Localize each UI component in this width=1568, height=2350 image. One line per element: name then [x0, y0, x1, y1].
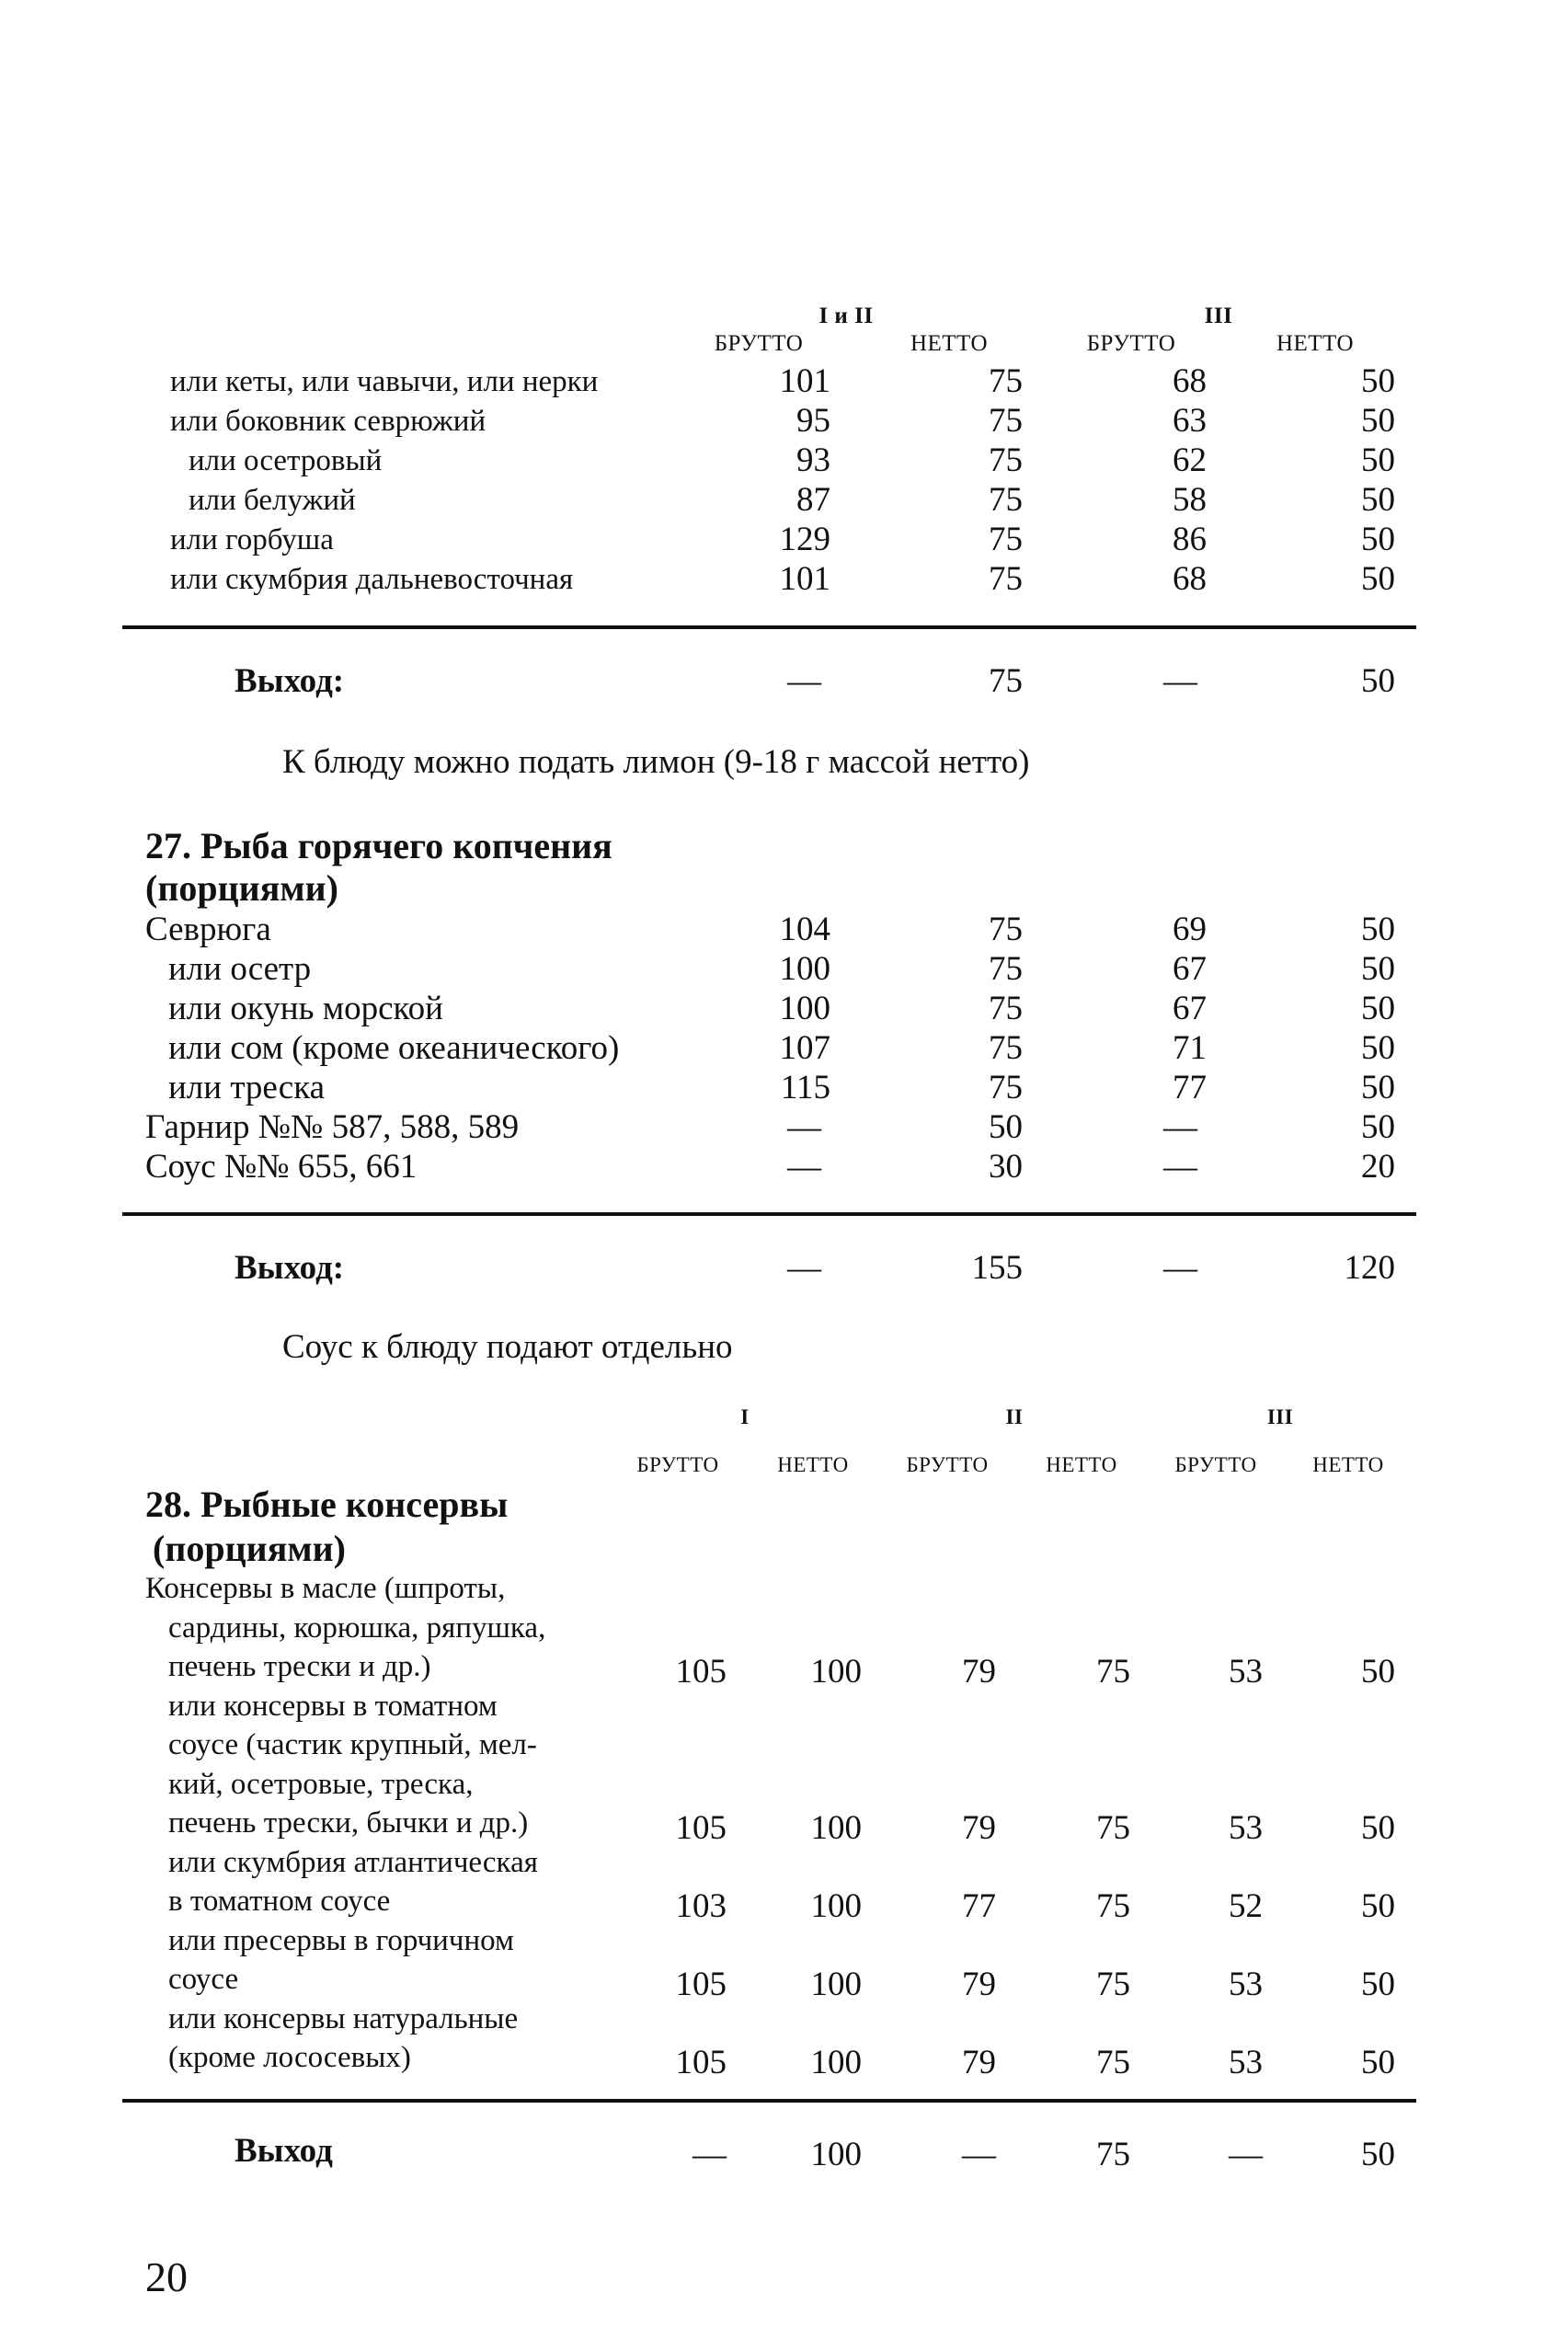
value-cell: 105 [675, 1809, 727, 1847]
value-cell: — [787, 1108, 821, 1146]
col-header-netto: НЕТТО [1276, 331, 1355, 356]
value-cell: 100 [810, 1887, 862, 1925]
col-header-netto: НЕТТО [1312, 1453, 1384, 1476]
group-header-iii: III [1266, 1405, 1294, 1428]
value-cell: 50 [1361, 481, 1395, 519]
col-header-brutto: БРУТТО [714, 331, 804, 356]
value-cell: 75 [1096, 1653, 1130, 1691]
ingredient-name: или скумбрия атлантическая [168, 1845, 538, 1879]
ingredient-name: в томатном соусе [168, 1885, 391, 1918]
ingredient-name: или скумбрия дальневосточная [170, 563, 574, 596]
col-header-brutto: БРУТТО [636, 1453, 719, 1476]
value-cell: — [1163, 1148, 1197, 1186]
value-cell: 75 [989, 1069, 1023, 1106]
value-cell: 75 [989, 1029, 1023, 1067]
ingredient-name: или боковник севрюжий [170, 405, 486, 438]
value-cell: 75 [989, 911, 1023, 948]
output-value: 75 [989, 662, 1023, 700]
value-cell: 50 [1361, 441, 1395, 479]
value-cell: 77 [1173, 1069, 1207, 1106]
ingredient-name: или белужий [189, 484, 356, 517]
ingredient-name: или окунь морской [168, 990, 443, 1027]
ingredient-name: Гарнир №№ 587, 588, 589 [145, 1108, 520, 1146]
value-cell: 50 [1361, 1653, 1395, 1691]
value-cell: 20 [1361, 1148, 1395, 1186]
page-number: 20 [145, 2253, 188, 2300]
value-cell: 50 [1361, 1887, 1395, 1925]
value-cell: 68 [1173, 560, 1207, 598]
ingredient-name: печень трески и др.) [168, 1650, 431, 1683]
output-value: 100 [810, 2136, 862, 2173]
value-cell: 79 [962, 2044, 996, 2081]
value-cell: 50 [1361, 1966, 1395, 2003]
value-cell: 52 [1229, 1887, 1263, 1925]
output-value: 75 [1096, 2136, 1130, 2173]
value-cell: 75 [989, 950, 1023, 988]
value-cell: 100 [810, 1809, 862, 1847]
value-cell: 75 [1096, 2044, 1130, 2081]
value-cell: 50 [1361, 2044, 1395, 2081]
value-cell: 71 [1173, 1029, 1207, 1067]
col-header-netto: НЕТТО [1046, 1453, 1117, 1476]
group-header-ii: II [1005, 1405, 1024, 1428]
value-cell: 105 [675, 1653, 727, 1691]
value-cell: 62 [1173, 441, 1207, 479]
value-cell: 50 [1361, 521, 1395, 558]
value-cell: 50 [1361, 560, 1395, 598]
value-cell: 79 [962, 1653, 996, 1691]
col-header-netto: НЕТТО [910, 331, 989, 356]
value-cell: 79 [962, 1809, 996, 1847]
ingredient-name: печень трески, бычки и др.) [168, 1806, 529, 1840]
ingredient-name: или осетр [168, 950, 312, 988]
value-cell: 100 [779, 950, 830, 988]
value-cell: 75 [1096, 1809, 1130, 1847]
value-cell: 53 [1229, 2044, 1263, 2081]
value-cell: 50 [1361, 950, 1395, 988]
ingredient-name: Соус №№ 655, 661 [145, 1148, 418, 1186]
value-cell: 75 [989, 441, 1023, 479]
value-cell: 58 [1173, 481, 1207, 519]
output-value: 120 [1344, 1249, 1395, 1287]
value-cell: 68 [1173, 362, 1207, 400]
recipe-title: 27. Рыба горячего копчения [145, 825, 612, 866]
value-cell: 50 [1361, 402, 1395, 440]
ingredient-name: или горбуша [170, 523, 334, 556]
ingredient-name: или консервы натуральные [168, 2001, 519, 2035]
value-cell: 30 [989, 1148, 1023, 1186]
value-cell: 101 [779, 362, 830, 400]
value-cell: 105 [675, 1966, 727, 2003]
value-cell: 50 [1361, 1108, 1395, 1146]
ingredient-name: Консервы в масле (шпроты, [145, 1572, 506, 1605]
value-cell: 75 [989, 560, 1023, 598]
value-cell: 95 [796, 402, 830, 440]
col-header-brutto: БРУТТО [1174, 1453, 1257, 1476]
ingredient-name: соусе (частик крупный, мел- [168, 1728, 537, 1761]
recipe-title: 28. Рыбные консервы [145, 1484, 509, 1525]
value-cell: 100 [810, 1653, 862, 1691]
output-value: — [1229, 2136, 1263, 2173]
value-cell: 50 [1361, 1809, 1395, 1847]
col-header-netto: НЕТТО [777, 1453, 849, 1476]
value-cell: — [1163, 1108, 1197, 1146]
ingredient-name: или консервы в томатном [168, 1689, 498, 1723]
value-cell: 53 [1229, 1653, 1263, 1691]
value-cell: 75 [989, 990, 1023, 1027]
ingredient-name: Севрюга [145, 911, 271, 948]
value-cell: 86 [1173, 521, 1207, 558]
value-cell: 69 [1173, 911, 1207, 948]
value-cell: 103 [675, 1887, 727, 1925]
serving-note: Соус к блюду подают отдельно [282, 1328, 733, 1366]
value-cell: 75 [989, 481, 1023, 519]
output-value: — [1163, 662, 1197, 700]
value-cell: 63 [1173, 402, 1207, 440]
value-cell: 107 [779, 1029, 830, 1067]
output-value: — [692, 2136, 727, 2173]
serving-note: К блюду можно подать лимон (9-18 г массой нетто) [282, 743, 1030, 781]
ingredient-name: или пресервы в горчичном [168, 1923, 514, 1957]
value-cell: 79 [962, 1966, 996, 2003]
value-cell: 50 [1361, 362, 1395, 400]
value-cell: 101 [779, 560, 830, 598]
value-cell: 53 [1229, 1966, 1263, 2003]
value-cell: 67 [1173, 990, 1207, 1027]
value-cell: 53 [1229, 1809, 1263, 1847]
group-header-iii: III [1204, 304, 1233, 328]
value-cell: 115 [780, 1069, 830, 1106]
value-cell: 67 [1173, 950, 1207, 988]
value-cell: 50 [1361, 990, 1395, 1027]
ingredient-name: сардины, корюшка, ряпушка, [168, 1611, 546, 1645]
value-cell: 75 [1096, 1966, 1130, 2003]
value-cell: 93 [796, 441, 830, 479]
value-cell: 50 [989, 1108, 1023, 1146]
value-cell: 50 [1361, 911, 1395, 948]
ingredient-name: (кроме лососевых) [168, 2041, 411, 2074]
output-value: — [1163, 1249, 1197, 1287]
col-header-brutto: БРУТТО [906, 1453, 989, 1476]
ingredient-name: или сом (кроме океанического) [168, 1029, 620, 1067]
table-rule [122, 2099, 1416, 2103]
value-cell: 50 [1361, 1069, 1395, 1106]
group-header-i: I [740, 1405, 750, 1428]
col-header-brutto: БРУТТО [1086, 331, 1176, 356]
output-label: Выход: [235, 1249, 345, 1287]
value-cell: 87 [796, 481, 830, 519]
output-value: — [787, 1249, 821, 1287]
ingredient-name: соусе [168, 1963, 239, 1996]
value-cell: 75 [989, 362, 1023, 400]
value-cell: 104 [779, 911, 830, 948]
output-value: — [962, 2136, 996, 2173]
ingredient-name: или осетровый [189, 444, 383, 477]
recipe-title-portion: (порциями) [153, 1528, 346, 1569]
table-rule [122, 1212, 1416, 1216]
ingredient-name: кий, осетровые, треска, [168, 1767, 474, 1801]
value-cell: 77 [962, 1887, 996, 1925]
output-value: — [787, 662, 821, 700]
value-cell: 100 [810, 2044, 862, 2081]
value-cell: — [787, 1148, 821, 1186]
value-cell: 100 [779, 990, 830, 1027]
value-cell: 100 [810, 1966, 862, 2003]
ingredient-name: или треска [168, 1069, 326, 1106]
recipe-title-portion: (порциями) [145, 867, 338, 909]
value-cell: 75 [989, 521, 1023, 558]
output-value: 50 [1361, 2136, 1395, 2173]
value-cell: 129 [779, 521, 830, 558]
value-cell: 75 [1096, 1887, 1130, 1925]
output-value: 50 [1361, 662, 1395, 700]
output-label: Выход [235, 2132, 333, 2170]
table-rule [122, 625, 1416, 629]
output-value: 155 [971, 1249, 1023, 1287]
output-label: Выход: [235, 662, 345, 700]
ingredient-name: или кеты, или чавычи, или нерки [170, 365, 599, 398]
group-header-i-ii: I и II [818, 304, 874, 328]
value-cell: 105 [675, 2044, 727, 2081]
value-cell: 75 [989, 402, 1023, 440]
value-cell: 50 [1361, 1029, 1395, 1067]
